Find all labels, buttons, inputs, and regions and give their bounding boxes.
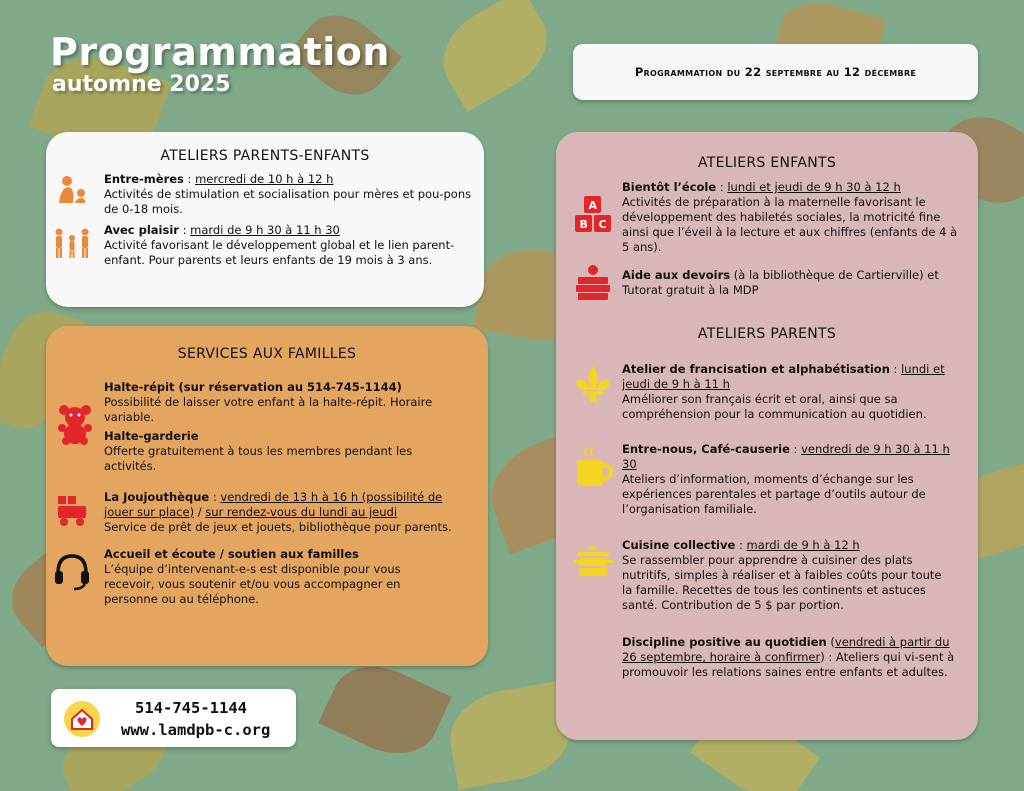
separator: : <box>209 490 221 504</box>
separator: : <box>178 223 191 237</box>
entre-meres-schedule: mercredi de 10 h à 12 h <box>195 172 334 186</box>
separator: / <box>194 505 206 519</box>
separator: : <box>183 172 196 186</box>
joujoutheque-item <box>46 490 488 535</box>
avec-plaisir-desc: Activité favorisant le développement global et le lien parent-enfant. Pour parents et leurs enfants de 19 mois à 3 ans. <box>104 238 455 267</box>
halte-repit-item <box>46 380 488 425</box>
halte-garderie-item <box>46 429 488 474</box>
separator: ( <box>826 635 835 649</box>
section-heading: ATELIERS ENFANTS <box>697 155 837 171</box>
entre-nous-name: Entre-nous, Café-causerie <box>622 442 790 456</box>
entre-meres-item <box>46 172 484 217</box>
books-apple-icon <box>573 262 613 302</box>
bientot-ecole-schedule: lundi et jeudi de 9 h 30 à 12 h <box>727 180 901 194</box>
separator: ) <box>820 650 825 664</box>
avec-plaisir-schedule: mardi de 9 h 30 à 11 h 30 <box>190 223 340 237</box>
discipline-schedule: vendredi à partir du 26 septembre, horaire à confirmer <box>622 635 950 664</box>
contact-phone: 514-745-1144 <box>135 699 247 717</box>
contact-box <box>51 689 296 747</box>
avec-plaisir-name: Avec plaisir <box>104 223 179 237</box>
house-heart-logo <box>64 701 100 737</box>
cuisine-desc: Se rassembler pour apprendre à cuisiner des plats nutritifs, simples à réaliser et à faibles coûts pour toute la famille. Recettes de tous les continents et astuces santé. Contribution de 5 $ par portion. <box>622 553 942 612</box>
family-icon <box>52 223 92 263</box>
svg-text:A: A <box>588 199 598 212</box>
francisation-schedule: lundi et jeudi de 9 h à 11 h <box>622 362 945 391</box>
section-heading: ATELIERS PARENTS-ENFANTS <box>160 148 370 164</box>
abc-blocks-icon <box>573 194 613 234</box>
halte-repit-name: Halte-répit (sur réservation au 514-745-1144) <box>104 380 402 394</box>
svg-text:C: C <box>598 218 607 231</box>
joujoutheque-name: La Joujouthèque <box>104 490 210 504</box>
services-card <box>46 326 488 666</box>
ateliers-card <box>556 132 978 740</box>
entre-nous-desc: Ateliers d’information, moments d’échange sur les expériences parentales et partage d’outils autour de l’organisation familiale. <box>622 472 926 516</box>
separator: : <box>716 180 728 194</box>
aide-devoirs-name: Aide aux devoirs <box>622 268 731 282</box>
contact-lines <box>121 697 270 741</box>
discipline-name: Discipline positive au quotidien <box>622 635 827 649</box>
svg-text:B: B <box>579 218 588 231</box>
joujoutheque-desc: Service de prêt de jeux et jouets, bibliothèque pour parents. <box>104 520 452 534</box>
entre-meres-name: Entre-mères <box>104 172 184 186</box>
date-banner-text: Programmation du 22 septembre au 12 décembre <box>634 65 917 79</box>
bientot-ecole-name: Bientôt l’école <box>622 180 717 194</box>
separator: : <box>889 362 902 376</box>
coffee-cup-icon <box>573 448 613 488</box>
toy-train-icon <box>52 490 92 530</box>
title-subtitle: automne 2025 <box>52 72 231 97</box>
joujoutheque-schedule-2: sur rendez-vous du lundi au jeudi <box>205 505 398 519</box>
francisation-desc: Améliorer son français écrit et oral, ainsi que sa compréhension pour la communication au quotidien. <box>622 392 927 421</box>
aide-devoirs-item <box>556 268 978 298</box>
section-heading: ATELIERS PARENTS <box>697 326 837 342</box>
entre-nous-item <box>556 442 978 517</box>
separator: : <box>789 442 802 456</box>
avec-plaisir-item <box>46 223 484 268</box>
francisation-item <box>556 362 978 422</box>
title-main: Programmation <box>50 30 390 74</box>
accueil-desc: L’équipe d’intervenant-e-s est disponible pour vous recevoir, vous soutenir et/ou vous accompagner en personne ou au téléphone. <box>104 562 401 606</box>
cuisine-item <box>556 538 978 613</box>
accueil-item <box>46 547 488 607</box>
discipline-item <box>556 635 978 680</box>
date-banner <box>573 44 978 100</box>
entre-meres-desc: Activités de stimulation et socialisation pour mères et pou-pons de 0-18 mois. <box>104 187 472 216</box>
entre-nous-schedule: vendredi de 9 h 30 à 11 h 30 <box>622 442 950 471</box>
aide-devoirs-desc: (à la bibliothèque de Cartierville) et Tutorat gratuit à la MDP <box>622 268 939 297</box>
joujoutheque-schedule-1: vendredi de 13 h à 16 h (possibilité de jouer sur place) <box>104 490 443 519</box>
francisation-name: Atelier de francisation et alphabétisation <box>622 362 890 376</box>
halte-repit-desc: Possibilité de laisser votre enfant à la halte-répit. Horaire variable. <box>104 395 433 424</box>
separator: : <box>735 538 747 552</box>
mother-child-icon <box>52 170 92 210</box>
cooking-pot-icon <box>573 542 613 582</box>
cuisine-name: Cuisine collective <box>622 538 736 552</box>
halte-garderie-desc: Offerte gratuitement à tous les membres pendant les activités. <box>104 444 413 473</box>
section-heading: SERVICES AUX FAMILLES <box>177 346 357 362</box>
discipline-desc: : Ateliers qui vi-sent à promouvoir les relations saines entre enfants et adultes. <box>622 650 955 679</box>
parents-enfants-card <box>46 132 484 307</box>
halte-garderie-name: Halte-garderie <box>104 429 199 443</box>
bientot-ecole-desc: Activités de préparation à la maternelle favorisant le développement des habiletés sociales, la motricité fine ainsi que l’éveil à la lecture et aux chiffres (enfants de 4 à 5 ans). <box>622 195 958 254</box>
page-title <box>50 30 390 97</box>
fleur-de-lis-icon <box>573 366 613 406</box>
headset-icon <box>52 551 92 591</box>
accueil-name: Accueil et écoute / soutien aux familles <box>104 547 359 561</box>
contact-website[interactable]: www.lamdpb-c.org <box>121 721 271 739</box>
cuisine-schedule: mardi de 9 h à 12 h <box>746 538 860 552</box>
bientot-ecole-item <box>556 180 978 255</box>
